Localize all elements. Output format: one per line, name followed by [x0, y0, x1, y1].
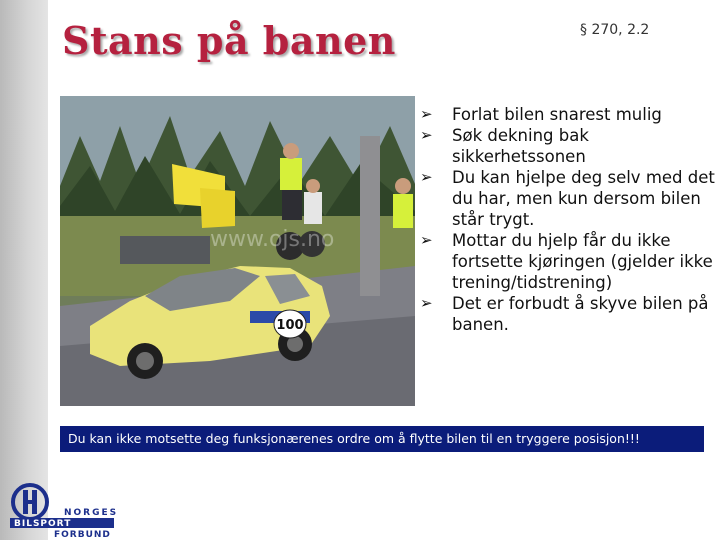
- bullet-text: Du kan hjelpe deg selv med det du har, men kun dersom bilen står trygt.: [452, 168, 715, 229]
- arrow-bullet-icon: ➢: [420, 105, 433, 123]
- slide-title: Stans på banen: [62, 18, 396, 63]
- bullet-item: [420, 104, 715, 125]
- svg-text:BILSPORT: BILSPORT: [14, 519, 72, 529]
- bullet-list: [420, 104, 715, 335]
- svg-text:NORGES: NORGES: [64, 508, 118, 518]
- rally-car-photo: [60, 96, 415, 406]
- bullet-text: Det er forbudt å skyve bilen på banen.: [452, 294, 709, 334]
- nbf-logo: [8, 480, 118, 538]
- arrow-bullet-icon: ➢: [420, 231, 433, 249]
- nbf-logo-graphic: [8, 480, 118, 538]
- arrow-bullet-icon: ➢: [420, 168, 433, 186]
- warning-banner: Du kan ikke motsette deg funksjonærenes ordre om å flytte bilen til en tryggere posisjon!!!: [60, 426, 704, 452]
- bullet-text: Forlat bilen snarest mulig: [452, 105, 662, 124]
- bullet-text: Mottar du hjelp får du ikke fortsette kjøringen (gjelder ikke trening/tidstrening): [452, 231, 713, 292]
- photo-watermark: www.ojs.no: [210, 227, 335, 252]
- bullet-text: Søk dekning bak sikkerhetssonen: [452, 126, 589, 166]
- photo-illustration: [60, 96, 415, 406]
- bullet-item: [420, 125, 715, 167]
- car-number-text: 100: [276, 318, 304, 333]
- left-gradient-bar: [0, 0, 48, 540]
- bullet-item: [420, 293, 715, 335]
- bullet-item: [420, 230, 715, 293]
- arrow-bullet-icon: ➢: [420, 294, 433, 312]
- regulation-reference: § 270, 2.2: [580, 22, 650, 38]
- bullet-item: [420, 167, 715, 230]
- arrow-bullet-icon: ➢: [420, 126, 433, 144]
- svg-text:FORBUND: FORBUND: [54, 530, 111, 538]
